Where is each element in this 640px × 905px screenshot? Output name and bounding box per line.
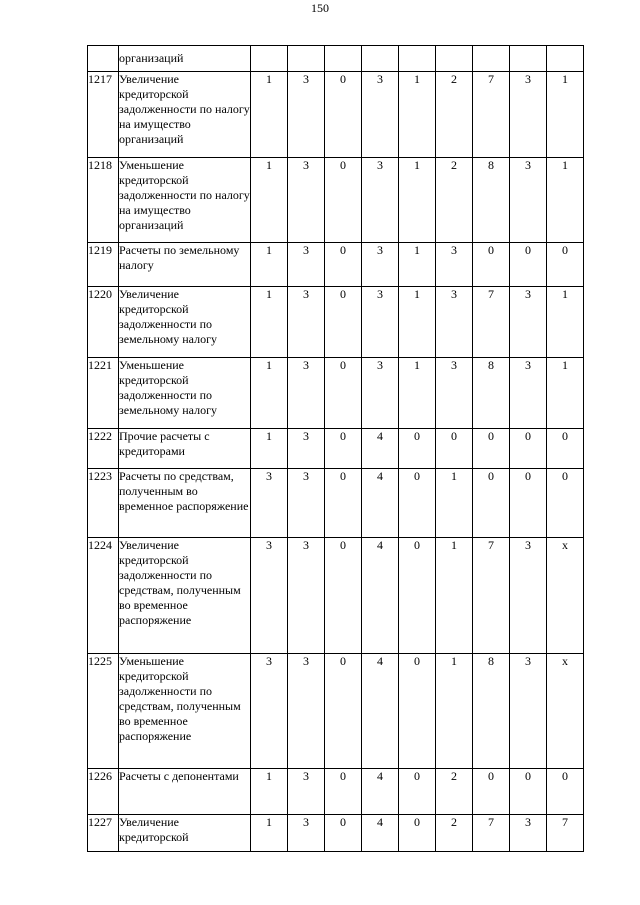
code-digit-7: 0 — [473, 429, 510, 469]
row-name: Уменьшение кредиторской задолженности по налогу на имущество организаций — [119, 158, 251, 243]
row-name: организаций — [119, 46, 251, 72]
table-row — [88, 429, 584, 469]
code-digit-6: 1 — [436, 538, 473, 654]
code-digit-4: 4 — [362, 469, 399, 538]
code-digit-7: 8 — [473, 654, 510, 769]
code-digit-3: 0 — [325, 358, 362, 429]
code-digit-7: 0 — [473, 769, 510, 815]
code-digit-6: 2 — [436, 158, 473, 243]
code-digit-9: 0 — [547, 469, 584, 538]
code-digit-6: 2 — [436, 815, 473, 852]
row-number: 1217 — [88, 72, 119, 158]
row-number: 1227 — [88, 815, 119, 852]
code-digit-8: 3 — [510, 815, 547, 852]
code-digit-5: 1 — [399, 287, 436, 358]
accounts-table — [87, 45, 584, 852]
code-digit-4: 4 — [362, 769, 399, 815]
row-number: 1220 — [88, 287, 119, 358]
code-digit-2: 3 — [288, 429, 325, 469]
code-digit-5: 1 — [399, 72, 436, 158]
code-digit-6: 2 — [436, 72, 473, 158]
code-digit-8: 3 — [510, 72, 547, 158]
code-digit-8: 3 — [510, 358, 547, 429]
code-digit-4: 3 — [362, 287, 399, 358]
code-digit-1: 3 — [251, 538, 288, 654]
code-digit-4: 4 — [362, 815, 399, 852]
code-digit-9: х — [547, 654, 584, 769]
code-digit-8: 3 — [510, 538, 547, 654]
code-digit-9 — [547, 46, 584, 72]
code-digit-7: 8 — [473, 158, 510, 243]
row-number: 1221 — [88, 358, 119, 429]
code-digit-1: 1 — [251, 769, 288, 815]
table-row — [88, 72, 584, 158]
table-row — [88, 287, 584, 358]
code-digit-1: 1 — [251, 158, 288, 243]
row-name: Расчеты с депонентами — [119, 769, 251, 815]
table-row — [88, 654, 584, 769]
table-row — [88, 769, 584, 815]
code-digit-6: 3 — [436, 287, 473, 358]
code-digit-5: 0 — [399, 815, 436, 852]
code-digit-7: 7 — [473, 815, 510, 852]
table-row — [88, 815, 584, 852]
code-digit-5: 0 — [399, 654, 436, 769]
code-digit-9: 0 — [547, 769, 584, 815]
code-digit-6: 2 — [436, 769, 473, 815]
code-digit-7: 7 — [473, 72, 510, 158]
code-digit-4: 4 — [362, 429, 399, 469]
code-digit-5: 0 — [399, 769, 436, 815]
code-digit-3: 0 — [325, 158, 362, 243]
code-digit-9: 1 — [547, 158, 584, 243]
row-number: 1226 — [88, 769, 119, 815]
code-digit-7: 0 — [473, 243, 510, 287]
row-name: Уменьшение кредиторской задолженности по средствам, полученным во временное распоряжение — [119, 654, 251, 769]
row-number: 1222 — [88, 429, 119, 469]
code-digit-9: 0 — [547, 429, 584, 469]
code-digit-7: 7 — [473, 287, 510, 358]
table-row — [88, 243, 584, 287]
row-name: Увеличение кредиторской задолженности по средствам, полученным во временное распоряжение — [119, 538, 251, 654]
code-digit-1: 1 — [251, 429, 288, 469]
table-row — [88, 158, 584, 243]
code-digit-1: 1 — [251, 72, 288, 158]
code-digit-1: 1 — [251, 287, 288, 358]
code-digit-6: 0 — [436, 429, 473, 469]
row-number: 1223 — [88, 469, 119, 538]
code-digit-3: 0 — [325, 72, 362, 158]
code-digit-9: 1 — [547, 358, 584, 429]
row-number — [88, 46, 119, 72]
code-digit-1: 1 — [251, 815, 288, 852]
row-name: Уменьшение кредиторской задолженности по земельному налогу — [119, 358, 251, 429]
code-digit-5 — [399, 46, 436, 72]
code-digit-8: 3 — [510, 158, 547, 243]
code-digit-2: 3 — [288, 815, 325, 852]
row-number: 1219 — [88, 243, 119, 287]
code-digit-6: 3 — [436, 243, 473, 287]
code-digit-5: 0 — [399, 538, 436, 654]
code-digit-3: 0 — [325, 654, 362, 769]
code-digit-6: 1 — [436, 654, 473, 769]
page-number: 150 — [311, 1, 329, 15]
table-row — [88, 538, 584, 654]
code-digit-2: 3 — [288, 158, 325, 243]
code-digit-9: 0 — [547, 243, 584, 287]
code-digit-7 — [473, 46, 510, 72]
row-name: Расчеты по земельному налогу — [119, 243, 251, 287]
code-digit-6 — [436, 46, 473, 72]
code-digit-6: 3 — [436, 358, 473, 429]
table-row — [88, 46, 584, 72]
code-digit-4: 4 — [362, 654, 399, 769]
code-digit-9: 7 — [547, 815, 584, 852]
code-digit-2: 3 — [288, 538, 325, 654]
code-digit-5: 1 — [399, 243, 436, 287]
code-digit-2: 3 — [288, 469, 325, 538]
code-digit-8: 0 — [510, 469, 547, 538]
code-digit-5: 0 — [399, 429, 436, 469]
code-digit-8: 0 — [510, 769, 547, 815]
code-digit-3: 0 — [325, 815, 362, 852]
code-digit-2: 3 — [288, 72, 325, 158]
code-digit-4 — [362, 46, 399, 72]
code-digit-2 — [288, 46, 325, 72]
code-digit-4: 3 — [362, 72, 399, 158]
row-name: Увеличение кредиторской — [119, 815, 251, 852]
code-digit-2: 3 — [288, 769, 325, 815]
code-digit-9: 1 — [547, 287, 584, 358]
code-digit-4: 3 — [362, 158, 399, 243]
code-digit-3: 0 — [325, 429, 362, 469]
code-digit-9: 1 — [547, 72, 584, 158]
table-row — [88, 469, 584, 538]
code-digit-8: 3 — [510, 287, 547, 358]
code-digit-8 — [510, 46, 547, 72]
code-digit-2: 3 — [288, 358, 325, 429]
code-digit-7: 8 — [473, 358, 510, 429]
code-digit-3: 0 — [325, 538, 362, 654]
code-digit-8: 3 — [510, 654, 547, 769]
code-digit-3: 0 — [325, 469, 362, 538]
code-digit-1: 1 — [251, 243, 288, 287]
code-digit-6: 1 — [436, 469, 473, 538]
row-name: Прочие расчеты с кредиторами — [119, 429, 251, 469]
code-digit-8: 0 — [510, 243, 547, 287]
code-digit-8: 0 — [510, 429, 547, 469]
code-digit-2: 3 — [288, 243, 325, 287]
code-digit-4: 3 — [362, 358, 399, 429]
code-digit-3 — [325, 46, 362, 72]
code-digit-4: 3 — [362, 243, 399, 287]
code-digit-7: 0 — [473, 469, 510, 538]
code-digit-4: 4 — [362, 538, 399, 654]
row-name: Увеличение кредиторской задолженности по земельному налогу — [119, 287, 251, 358]
row-number: 1218 — [88, 158, 119, 243]
row-name: Расчеты по средствам, полученным во временное распоряжение — [119, 469, 251, 538]
table-row — [88, 358, 584, 429]
code-digit-2: 3 — [288, 287, 325, 358]
code-digit-3: 0 — [325, 769, 362, 815]
code-digit-9: х — [547, 538, 584, 654]
code-digit-3: 0 — [325, 243, 362, 287]
code-digit-5: 0 — [399, 469, 436, 538]
code-digit-2: 3 — [288, 654, 325, 769]
code-digit-7: 7 — [473, 538, 510, 654]
row-name: Увеличение кредиторской задолженности по налогу на имущество организаций — [119, 72, 251, 158]
code-digit-3: 0 — [325, 287, 362, 358]
code-digit-1: 1 — [251, 358, 288, 429]
code-digit-1: 3 — [251, 469, 288, 538]
code-digit-5: 1 — [399, 158, 436, 243]
row-number: 1225 — [88, 654, 119, 769]
code-digit-1: 3 — [251, 654, 288, 769]
code-digit-5: 1 — [399, 358, 436, 429]
code-digit-1 — [251, 46, 288, 72]
row-number: 1224 — [88, 538, 119, 654]
table-body — [88, 46, 584, 852]
